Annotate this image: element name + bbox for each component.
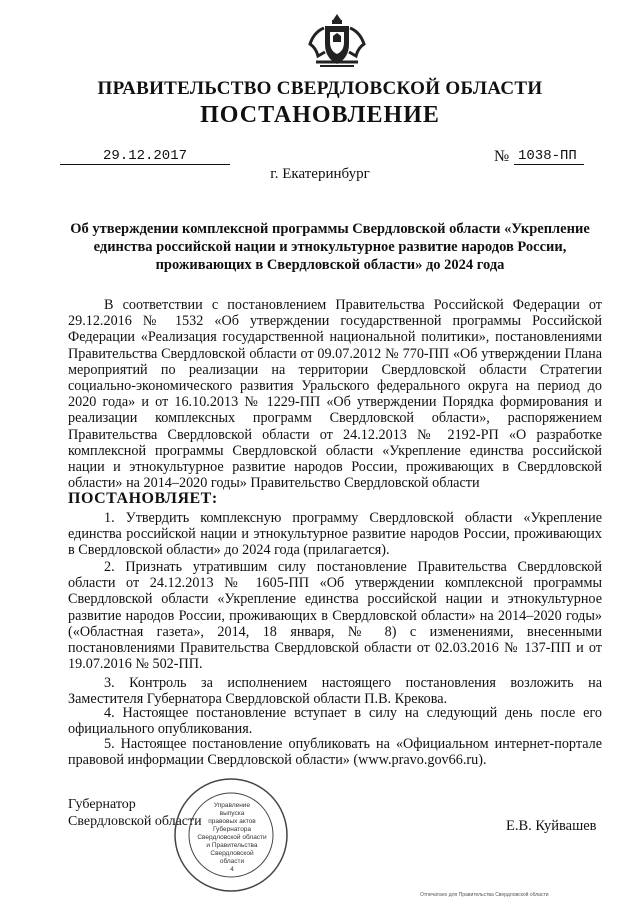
decree-item-1: 1. Утвердить комплексную программу Свердловской области «Укрепление единства российской нации и этнокультурное развитие народов России, проживающих в Свердловской области» до 2024 года (прилагается). (68, 510, 602, 559)
decree-word: ПОСТАНОВЛЯЕТ: (68, 490, 218, 507)
stamp-line: и Правительства (206, 842, 258, 849)
number-label: № (494, 148, 510, 165)
organization-heading: ПРАВИТЕЛЬСТВО СВЕРДЛОВСКОЙ ОБЛАСТИ (97, 78, 543, 99)
decree-item-2: 2. Признать утратившим силу постановление Правительства Свердловской области от 24.12.2013 № 1605-ПП «Об утверждении комплексной программы Свердловской области «Укрепление единства российской нации и этнокультурное развитие народов России, проживающих в Свердловской области» на 2014–2020 годы» («Областная газета», 2014, 18 января, № 8) с изменениями, внесенными постановлениями Правительства Свердловской области от 02.03.2016 № 137-ПП и от 19.07.2016 № 502-ПП. (68, 559, 602, 673)
stamp-line: Свердловской области (197, 834, 267, 841)
stamp-line: правовых актов (208, 818, 256, 825)
print-footer: Отпечатано для Правительства Свердловской области (420, 892, 549, 898)
stamp-line: выпуска (219, 810, 245, 817)
document-date: 29.12.2017 (103, 148, 188, 164)
stamp-line: 4 (230, 866, 234, 873)
document-title: Об утверждении комплексной программы Свердловской области «Укрепление единства российской нации и этнокультурное развитие народов России, проживающих в Свердловской области» до 2024 года (70, 221, 590, 273)
city: г. Екатеринбург (270, 166, 370, 182)
document-kind-heading: ПОСТАНОВЛЕНИЕ (200, 102, 440, 128)
stamp-line: области (219, 858, 245, 865)
decree-item-4: 4. Настоящее постановление вступает в силу на следующий день после его официального опубликования. (68, 705, 602, 738)
decree-item-3: 3. Контроль за исполнением настоящего постановления возложить на Заместителя Губернатора Свердловской области П.В. Крекова. (68, 675, 602, 708)
stamp-line: Свердловской (210, 850, 254, 857)
coat-of-arms-icon (302, 10, 372, 72)
signatory-title-line2: Свердловской области (68, 814, 202, 829)
date-underline (60, 164, 230, 165)
number-underline (514, 164, 584, 165)
document-number: 1038-ПП (518, 148, 577, 164)
preamble-paragraph: В соответствии с постановлением Правительства Российской Федерации от 29.12.2016 № 1532 «Об утверждении государственной программы Российской Федерации «Реализация государственной национальной политики», постановлениями Правительства Свердловской области от 09.07.2012 № 770-ПП «Об утверждении Плана мероприятий по реализации на территории Свердловской области Стратегии социально-экономического развития Уральского федерального округа на период до 2020 года» и от 16.10.2013 № 1229-ПП «Об утверждении Порядка формирования и реализации комплексных программ Свердловской области», распоряжением Правительства Свердловской области от 24.12.2013 № 2192-РП «О разработке комплексной программы Свердловской области «Укрепление единства российской нации и этнокультурное развитие народов России, проживающих в Свердловской области» на 2014–2020 годы» Правительство Свердловской области (68, 297, 602, 492)
stamp-text (196, 802, 268, 874)
stamp-line: Губернатора (212, 826, 252, 833)
signatory-title-line1: Губернатор (68, 797, 136, 812)
decree-item-5: 5. Настоящее постановление опубликовать на «Официальном интернет-портале правовой информации Свердловской области» (www.pravo.gov66.ru). (68, 736, 602, 769)
signatory-name: Е.В. Куйвашев (506, 818, 597, 834)
stamp-line: Управление (213, 802, 251, 809)
